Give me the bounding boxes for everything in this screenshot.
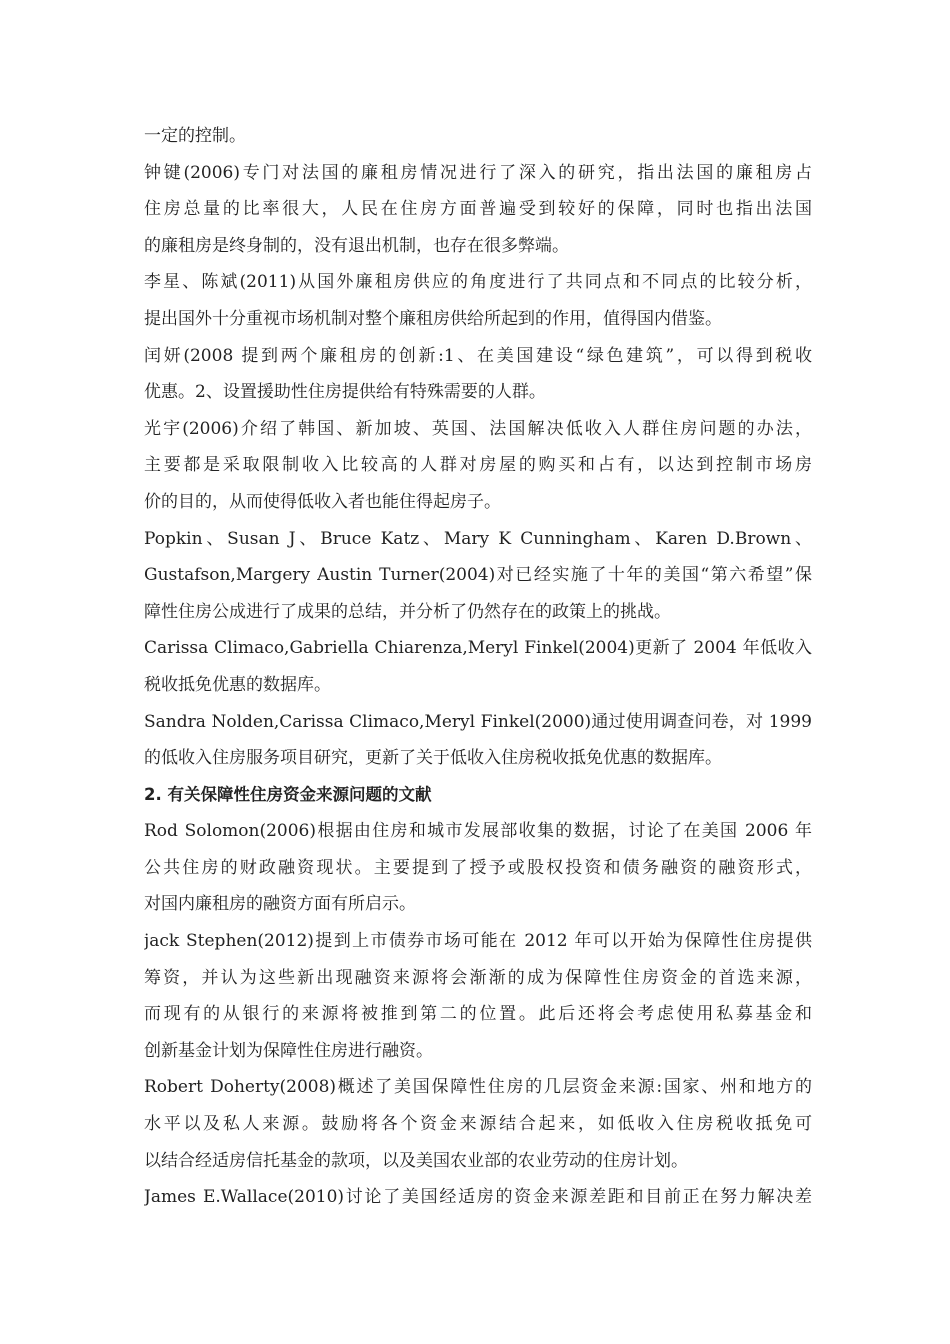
text-line: 主要都是采取限制收入比较高的人群对房屋的购买和占有，以达到控制市场房 — [144, 455, 812, 476]
text-line: 障性住房公成进行了成果的总结，并分析了仍然存在的政策上的挑战。 — [144, 601, 671, 622]
text-line: 水平以及私人来源。鼓励将各个资金来源结合起来，如低收入住房税收抵免可 — [144, 1114, 812, 1135]
text-line: 住房总量的比率很大，人民在住房方面普遍受到较好的保障，同时也指出法国 — [144, 199, 812, 220]
text-line: 钟键(2006)专门对法国的廉租房情况进行了深入的研究，指出法国的廉租房占 — [144, 162, 812, 183]
text-line: 税收抵免优惠的数据库。 — [144, 674, 331, 695]
text-line: 创新基金计划为保障性住房进行融资。 — [144, 1040, 433, 1061]
text-line: 对国内廉租房的融资方面有所启示。 — [144, 894, 416, 915]
text-line: 筹资，并认为这些新出现融资来源将会渐渐的成为保障性住房资金的首选来源， — [144, 967, 812, 988]
text-line: Rod Solomon(2006)根据由住房和城市发展部收集的数据，讨论了在美国 2006 年 — [144, 821, 812, 842]
text-line: 而现有的从银行的来源将被推到第二的位置。此后还将会考虑使用私募基金和 — [144, 1004, 812, 1025]
text-line: Carissa Climaco,Gabriella Chiarenza,Meryl Finkel(2004)更新了 2004 年低收入 — [144, 638, 812, 659]
text-line: 以结合经适房信托基金的款项，以及美国农业部的农业劳动的住房计划。 — [144, 1150, 688, 1171]
text-line: 光宇(2006)介绍了韩国、新加坡、英国、法国解决低收入人群住房问题的办法， — [144, 418, 812, 439]
text-line: Gustafson,Margery Austin Turner(2004)对已经实施了十年的美国“第六希望”保 — [144, 565, 812, 586]
section-heading: 2. 有关保障性住房资金来源问题的文献 — [144, 784, 432, 804]
text-line: 价的目的，从而使得低收入者也能住得起房子。 — [144, 491, 501, 512]
text-line: Robert Doherty(2008)概述了美国保障性住房的几层资金来源:国家、州和地方的 — [144, 1077, 812, 1098]
text-line: 的廉租房是终身制的，没有退出机制，也存在很多弊端。 — [144, 235, 569, 256]
text-line: 一定的控制。 — [144, 126, 246, 146]
text-line: Popkin、Susan J、Bruce Katz、Mary K Cunningham、Karen D.Brown、 — [144, 528, 812, 549]
text-line: Sandra Nolden,Carissa Climaco,Meryl Finkel(2000)通过使用调查问卷，对 1999 — [144, 711, 812, 732]
text-line: 提出国外十分重视市场机制对整个廉租房供给所起到的作用，值得国内借鉴。 — [144, 308, 722, 329]
text-line: 李星、陈斌(2011)从国外廉租房供应的角度进行了共同点和不同点的比较分析， — [144, 272, 812, 293]
text-line: James E.Wallace(2010)讨论了美国经适房的资金来源差距和目前正在努力解决差 — [144, 1187, 812, 1208]
text-line: 优惠。2、设置援助性住房提供给有特殊需要的人群。 — [144, 382, 546, 403]
document-body — [144, 118, 812, 1216]
text-line: 闰妍(2008 提到两个廉租房的创新:1、在美国建设“绿色建筑”，可以得到税收 — [144, 345, 812, 366]
text-line: jack Stephen(2012)提到上市债券市场可能在 2012 年可以开始为保障性住房提供 — [144, 931, 812, 952]
text-line: 公共住房的财政融资现状。主要提到了授予或股权投资和债务融资的融资形式， — [144, 857, 812, 878]
text-line: 的低收入住房服务项目研究，更新了关于低收入住房税收抵免优惠的数据库。 — [144, 748, 722, 769]
